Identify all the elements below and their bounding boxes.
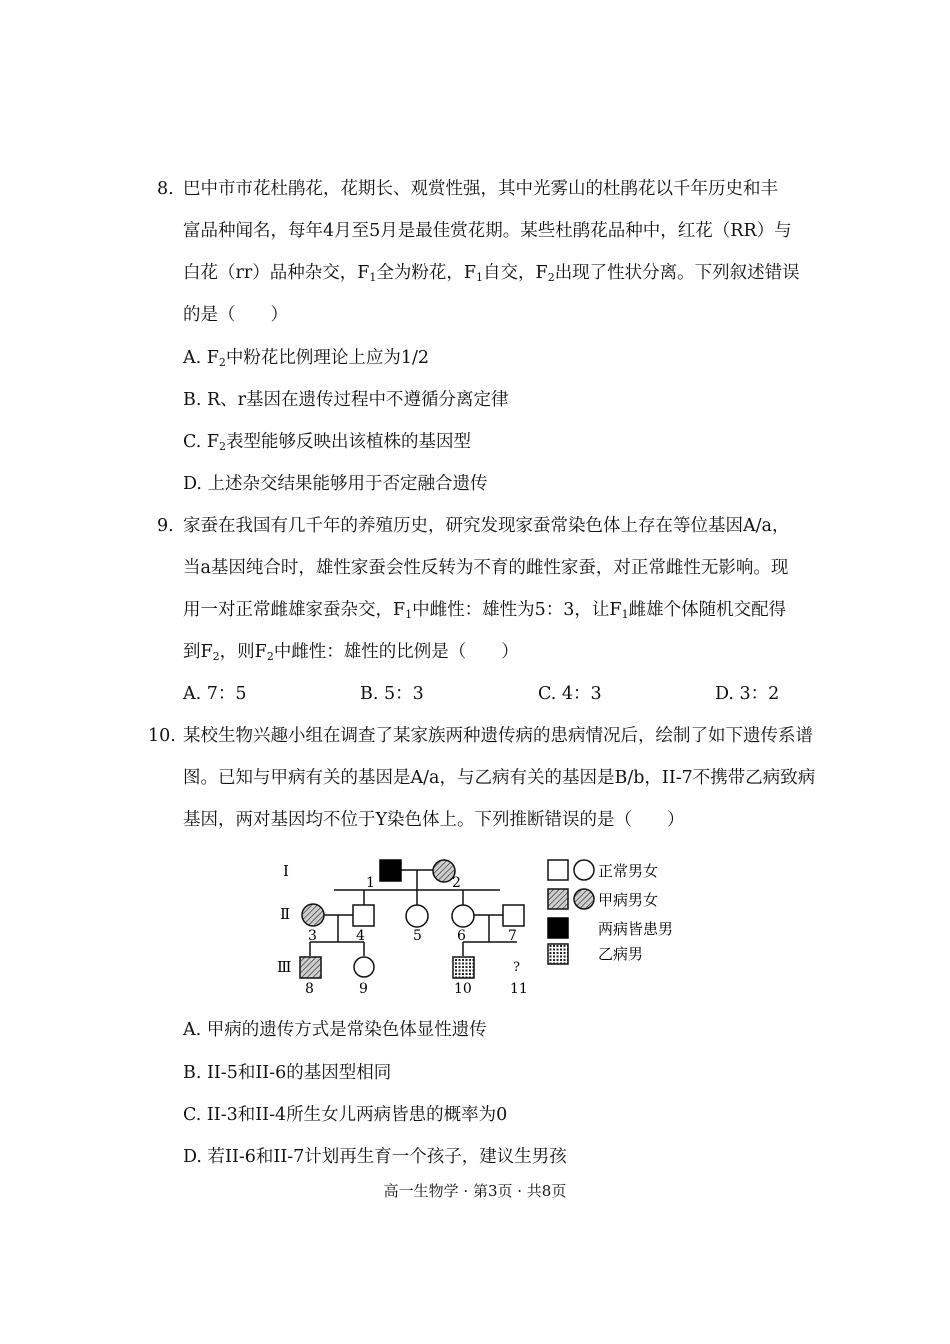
- question-9-line-4: 到$F_2$，则$F_2$中雌性：雄性的比例是（ ）: [183, 642, 519, 663]
- generation-label-3: Ⅲ: [277, 958, 292, 976]
- legend-disease-a-label: 甲病男女: [598, 891, 659, 909]
- question-9-line-1: 家蚕在我国有几千年的养殖历史，研究发现家蚕常染色体上存在等位基因A/a，: [183, 516, 790, 536]
- label-9: 9: [359, 981, 368, 997]
- page-footer: 高一生物学 · 第3页 · 共8页: [383, 1182, 567, 1200]
- individual-1-both-diseases-male: [380, 860, 401, 881]
- legend-disease-b-icon: [548, 944, 568, 964]
- legend-disease-a-male-icon: [548, 889, 568, 909]
- question-9-option-b: B. 5：3: [360, 684, 424, 704]
- question-10-option-a: A. 甲病的遗传方式是常染色体显性遗传: [183, 1020, 487, 1040]
- label-8: 8: [305, 981, 314, 997]
- label-2: 2: [452, 875, 461, 891]
- label-4: 4: [356, 928, 365, 944]
- question-8-line-3: 白花（rr）品种杂交，$F_1$全为粉花，$F_1$自交，$F_2$出现了性状分离。下列叙述错误: [183, 263, 800, 284]
- legend-disease-b-label: 乙病男: [598, 945, 644, 963]
- question-10-line-1: 某校生物兴趣小组在调查了某家族两种遗传病的患病情况后，绘制了如下遗传系谱: [183, 726, 813, 746]
- individual-10-disease-b-male: [453, 957, 474, 978]
- legend-both-label: 两病皆患男: [598, 920, 674, 938]
- legend-disease-a-female-icon: [574, 889, 594, 909]
- label-5: 5: [413, 928, 422, 944]
- question-8-line-1: 巴中市市花杜鹃花，花期长、观赏性强，其中光雾山的杜鹃花以千年历史和丰: [183, 179, 778, 199]
- question-10-line-2: 图。已知与甲病有关的基因是A/a，与乙病有关的基因是B/b，II-7不携带乙病致病: [183, 768, 816, 788]
- generation-label-1: I: [283, 862, 289, 880]
- question-10-option-b: B. II-5和II-6的基因型相同: [183, 1063, 392, 1083]
- question-10-line-3: 基因，两对基因均不位于Y染色体上。下列推断错误的是（ ）: [183, 810, 685, 830]
- question-9-line-3: 用一对正常雌雄家蚕杂交，$F_1$中雌性：雄性为5：3，让$F_1$雌雄个体随机交配得: [183, 600, 787, 621]
- label-1: 1: [366, 875, 375, 891]
- question-10-option-c: C. II-3和II-4所生女儿两病皆患的概率为0: [183, 1105, 508, 1125]
- label-10: 10: [454, 981, 472, 997]
- label-7: 7: [508, 928, 517, 944]
- label-3: 3: [308, 928, 317, 944]
- question-8-option-c: C. $F_2$表型能够反映出该植株的基因型: [183, 432, 472, 453]
- question-8-number: 8.: [157, 179, 174, 199]
- legend-normal-label: 正常男女: [598, 862, 659, 880]
- label-6: 6: [457, 928, 466, 944]
- individual-7-normal-male: [503, 905, 524, 926]
- question-9-line-2: 当a基因纯合时，雄性家蚕会性反转为不育的雌性家蚕，对正常雌性无影响。现: [183, 558, 789, 578]
- label-11: 11: [510, 981, 528, 997]
- question-8-line-4: 的是（ ）: [183, 305, 288, 325]
- question-10-number: 10.: [148, 726, 176, 746]
- individual-4-normal-male: [353, 905, 374, 926]
- question-9-number: 9.: [157, 516, 174, 536]
- question-8-option-b: B. R、r基因在遗传过程中不遵循分离定律: [183, 390, 509, 410]
- individual-9-normal-female: [354, 957, 374, 977]
- generation-label-2: Ⅱ: [280, 905, 291, 923]
- individual-8-disease-a-male: [300, 957, 321, 978]
- individual-11-unknown-mark: ?: [513, 960, 520, 975]
- question-9-option-d: D. 3：2: [715, 684, 780, 704]
- question-8-line-2: 富品种闻名，每年4月至5月是最佳赏花期。某些杜鹃花品种中，红花（RR）与: [183, 221, 792, 241]
- individual-6-normal-female: [452, 905, 474, 927]
- legend-normal-male-icon: [548, 860, 568, 880]
- legend-normal-female-icon: [574, 860, 594, 880]
- question-8-option-d: D. 上述杂交结果能够用于否定融合遗传: [183, 474, 488, 494]
- legend-both-diseases-icon: [548, 918, 568, 938]
- individual-5-normal-female: [406, 905, 428, 927]
- question-9-option-c: C. 4：3: [538, 684, 602, 704]
- individual-3-disease-a-female: [302, 904, 324, 926]
- question-9-option-a: A. 7：5: [183, 684, 247, 704]
- question-8-option-a: A. $F_2$中粉花比例理论上应为1/2: [183, 348, 430, 369]
- question-10-option-d: D. 若II-6和II-7计划再生育一个孩子，建议生男孩: [183, 1147, 567, 1167]
